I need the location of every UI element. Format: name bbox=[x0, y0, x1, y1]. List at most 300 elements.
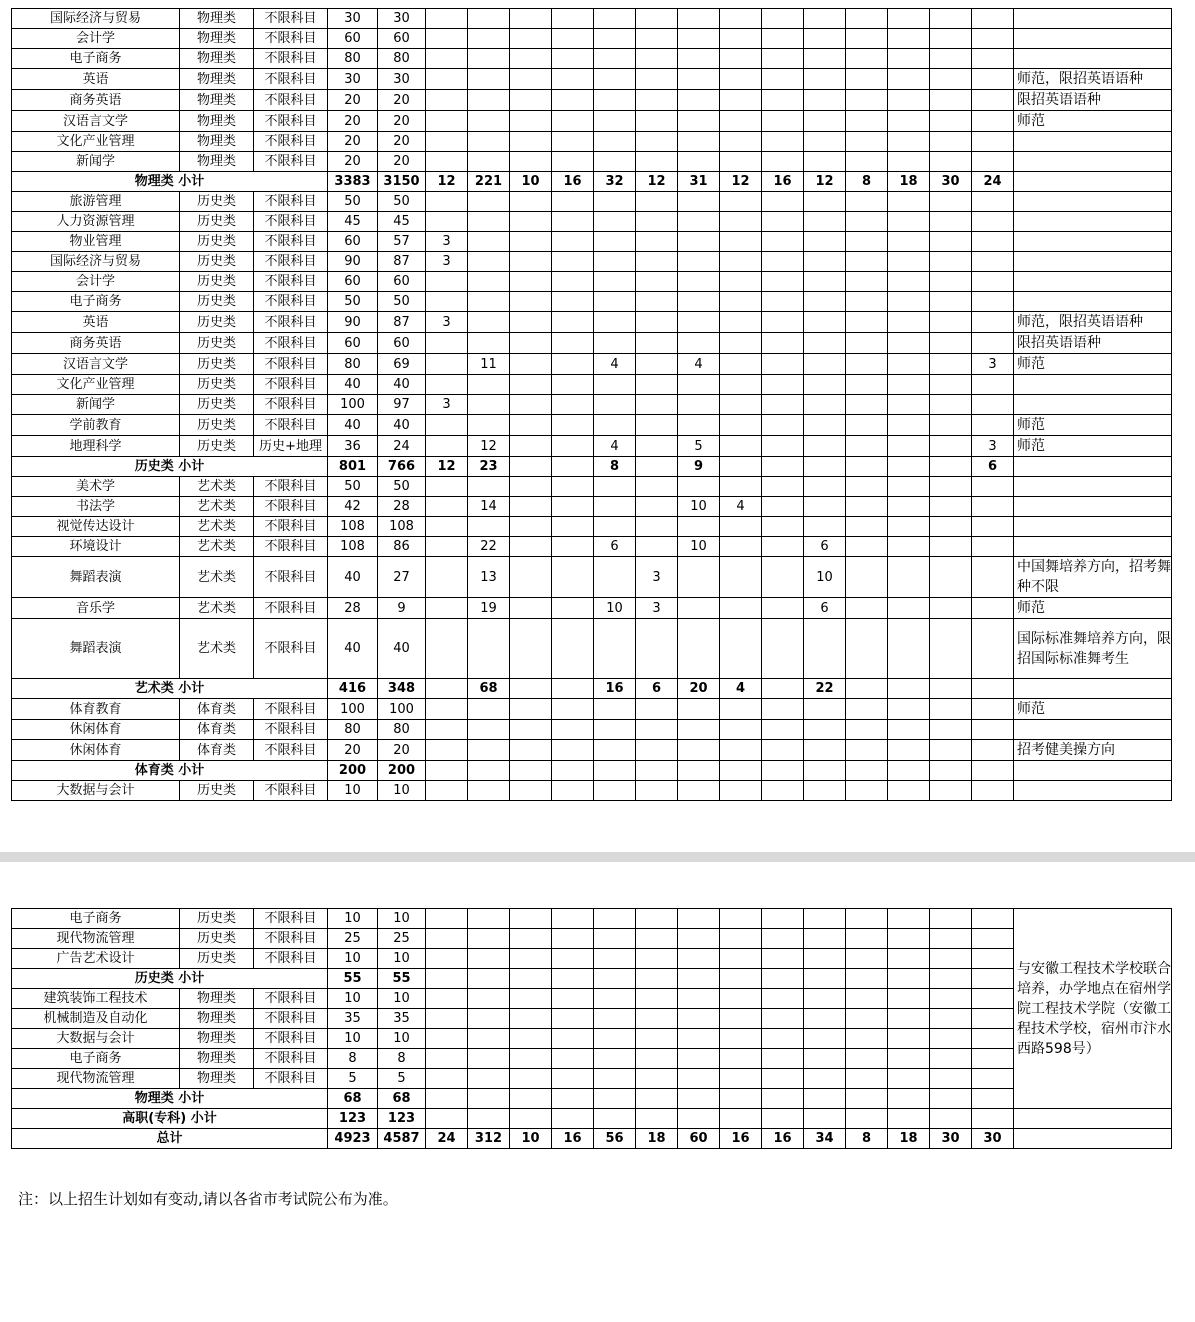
quota-cell bbox=[468, 720, 510, 740]
quota-cell: 10 bbox=[328, 949, 378, 969]
quota-cell: 16 bbox=[594, 679, 636, 699]
major-name: 现代物流管理 bbox=[12, 1069, 180, 1089]
quota-cell bbox=[594, 49, 636, 69]
quota-cell: 12 bbox=[720, 172, 762, 192]
quota-cell: 12 bbox=[636, 172, 678, 192]
subject-requirement: 不限科目 bbox=[254, 598, 328, 619]
quota-cell: 5 bbox=[378, 1069, 426, 1089]
quota-cell bbox=[720, 457, 762, 477]
quota-cell bbox=[972, 1029, 1014, 1049]
quota-cell bbox=[930, 1089, 972, 1109]
quota-cell bbox=[804, 517, 846, 537]
subject-requirement: 不限科目 bbox=[254, 354, 328, 375]
table-row bbox=[12, 272, 1172, 292]
quota-cell bbox=[552, 333, 594, 354]
quota-cell bbox=[468, 619, 510, 679]
quota-cell bbox=[636, 272, 678, 292]
quota-cell: 10 bbox=[678, 537, 720, 557]
subject-requirement: 不限科目 bbox=[254, 49, 328, 69]
major-name: 会计学 bbox=[12, 29, 180, 49]
subject-requirement: 不限科目 bbox=[254, 375, 328, 395]
table-row bbox=[12, 619, 1172, 679]
subject-category: 历史类 bbox=[180, 212, 254, 232]
quota-cell bbox=[804, 720, 846, 740]
quota-cell bbox=[972, 272, 1014, 292]
quota-cell: 3 bbox=[972, 354, 1014, 375]
quota-cell bbox=[888, 354, 930, 375]
quota-cell bbox=[552, 9, 594, 29]
quota-cell bbox=[846, 497, 888, 517]
quota-cell bbox=[762, 1049, 804, 1069]
quota-cell bbox=[720, 619, 762, 679]
remark-cell bbox=[1014, 172, 1172, 192]
quota-cell bbox=[510, 90, 552, 111]
quota-cell bbox=[426, 557, 468, 598]
quota-cell bbox=[930, 1009, 972, 1029]
quota-cell bbox=[804, 292, 846, 312]
quota-cell bbox=[804, 272, 846, 292]
quota-cell bbox=[636, 457, 678, 477]
quota-cell: 40 bbox=[328, 375, 378, 395]
quota-cell bbox=[804, 212, 846, 232]
quota-cell bbox=[762, 292, 804, 312]
quota-cell bbox=[930, 781, 972, 801]
table-row bbox=[12, 909, 1172, 929]
remark-cell bbox=[1014, 395, 1172, 415]
subject-category: 历史类 bbox=[180, 232, 254, 252]
quota-cell bbox=[552, 969, 594, 989]
quota-cell: 24 bbox=[378, 436, 426, 457]
quota-cell bbox=[720, 1109, 762, 1129]
quota-cell bbox=[678, 90, 720, 111]
quota-cell bbox=[636, 781, 678, 801]
quota-cell bbox=[552, 477, 594, 497]
remark-cell bbox=[1014, 232, 1172, 252]
quota-cell bbox=[636, 312, 678, 333]
quota-cell bbox=[468, 1009, 510, 1029]
quota-cell bbox=[552, 679, 594, 699]
quota-cell bbox=[426, 929, 468, 949]
quota-cell: 200 bbox=[378, 761, 426, 781]
quota-cell: 4 bbox=[720, 679, 762, 699]
subject-requirement: 不限科目 bbox=[254, 720, 328, 740]
subject-category: 艺术类 bbox=[180, 497, 254, 517]
remark-cell: 师范，限招英语语种 bbox=[1014, 312, 1172, 333]
quota-cell bbox=[720, 517, 762, 537]
quota-cell bbox=[720, 740, 762, 761]
subject-requirement: 不限科目 bbox=[254, 415, 328, 436]
quota-cell bbox=[888, 457, 930, 477]
quota-cell bbox=[636, 1109, 678, 1129]
quota-cell bbox=[510, 619, 552, 679]
quota-cell bbox=[930, 192, 972, 212]
quota-cell bbox=[552, 720, 594, 740]
quota-cell: 8 bbox=[378, 1049, 426, 1069]
quota-cell bbox=[846, 517, 888, 537]
quota-cell: 10 bbox=[328, 781, 378, 801]
quota-cell bbox=[468, 929, 510, 949]
quota-cell bbox=[510, 212, 552, 232]
remark-cell: 招考健美操方向 bbox=[1014, 740, 1172, 761]
quota-cell: 3 bbox=[426, 232, 468, 252]
major-name: 电子商务 bbox=[12, 909, 180, 929]
quota-cell bbox=[888, 720, 930, 740]
quota-cell bbox=[804, 929, 846, 949]
quota-cell bbox=[804, 1069, 846, 1089]
quota-cell bbox=[636, 1029, 678, 1049]
quota-cell bbox=[930, 415, 972, 436]
subject-requirement: 不限科目 bbox=[254, 740, 328, 761]
remark-cell: 师范 bbox=[1014, 111, 1172, 132]
quota-cell: 50 bbox=[328, 292, 378, 312]
subject-requirement: 不限科目 bbox=[254, 29, 328, 49]
quota-cell: 4 bbox=[594, 436, 636, 457]
quota-cell bbox=[930, 949, 972, 969]
quota-cell bbox=[930, 909, 972, 929]
quota-cell bbox=[888, 1089, 930, 1109]
quota-cell bbox=[972, 49, 1014, 69]
footnote: 注：以上招生计划如有变动,请以各省市考试院公布为准。 bbox=[18, 1190, 398, 1208]
subtotal-label: 体育类 小计 bbox=[12, 761, 328, 781]
quota-cell bbox=[594, 1009, 636, 1029]
quota-cell bbox=[720, 598, 762, 619]
quota-cell: 87 bbox=[378, 312, 426, 333]
quota-cell bbox=[510, 537, 552, 557]
quota-cell bbox=[426, 49, 468, 69]
quota-cell bbox=[426, 761, 468, 781]
table-row bbox=[12, 375, 1172, 395]
quota-cell bbox=[594, 619, 636, 679]
quota-cell: 8 bbox=[846, 1129, 888, 1149]
quota-cell bbox=[678, 598, 720, 619]
quota-cell bbox=[888, 909, 930, 929]
quota-cell: 22 bbox=[468, 537, 510, 557]
quota-cell: 20 bbox=[328, 90, 378, 111]
quota-cell bbox=[888, 949, 930, 969]
quota-cell: 16 bbox=[762, 172, 804, 192]
quota-cell bbox=[972, 252, 1014, 272]
quota-cell bbox=[636, 969, 678, 989]
quota-cell: 50 bbox=[328, 477, 378, 497]
subject-category: 物理类 bbox=[180, 49, 254, 69]
subject-category: 物理类 bbox=[180, 1069, 254, 1089]
quota-cell bbox=[468, 49, 510, 69]
quota-cell bbox=[594, 969, 636, 989]
quota-cell: 10 bbox=[510, 172, 552, 192]
quota-cell: 50 bbox=[378, 292, 426, 312]
quota-cell bbox=[846, 395, 888, 415]
quota-cell bbox=[972, 1069, 1014, 1089]
quota-cell bbox=[762, 557, 804, 598]
quota-cell bbox=[594, 1069, 636, 1089]
quota-cell bbox=[594, 375, 636, 395]
quota-cell bbox=[552, 69, 594, 90]
quota-cell: 416 bbox=[328, 679, 378, 699]
quota-cell bbox=[762, 415, 804, 436]
remark-cell bbox=[1014, 152, 1172, 172]
remark-cell bbox=[1014, 720, 1172, 740]
quota-cell bbox=[510, 969, 552, 989]
quota-cell bbox=[552, 152, 594, 172]
quota-cell: 57 bbox=[378, 232, 426, 252]
subject-category: 历史类 bbox=[180, 375, 254, 395]
remark-cell bbox=[1014, 9, 1172, 29]
quota-cell bbox=[888, 292, 930, 312]
quota-cell: 50 bbox=[378, 192, 426, 212]
quota-cell bbox=[594, 497, 636, 517]
quota-cell bbox=[594, 929, 636, 949]
quota-cell: 100 bbox=[328, 395, 378, 415]
quota-cell: 3383 bbox=[328, 172, 378, 192]
subject-category: 历史类 bbox=[180, 415, 254, 436]
quota-cell bbox=[930, 537, 972, 557]
quota-cell bbox=[426, 1109, 468, 1129]
major-name: 电子商务 bbox=[12, 292, 180, 312]
quota-cell bbox=[720, 333, 762, 354]
quota-cell bbox=[426, 272, 468, 292]
quota-cell: 90 bbox=[328, 252, 378, 272]
quota-cell bbox=[888, 929, 930, 949]
quota-cell bbox=[846, 1089, 888, 1109]
quota-cell bbox=[510, 457, 552, 477]
quota-cell bbox=[552, 1009, 594, 1029]
quota-cell bbox=[594, 333, 636, 354]
quota-cell: 20 bbox=[378, 90, 426, 111]
quota-cell bbox=[720, 152, 762, 172]
subject-category: 历史类 bbox=[180, 333, 254, 354]
quota-cell bbox=[846, 152, 888, 172]
quota-cell bbox=[636, 375, 678, 395]
major-name: 会计学 bbox=[12, 272, 180, 292]
quota-cell: 221 bbox=[468, 172, 510, 192]
subject-requirement: 不限科目 bbox=[254, 272, 328, 292]
quota-cell bbox=[762, 781, 804, 801]
quota-cell bbox=[762, 272, 804, 292]
quota-cell bbox=[720, 252, 762, 272]
quota-cell: 10 bbox=[378, 949, 426, 969]
subtotal-label: 物理类 小计 bbox=[12, 172, 328, 192]
quota-cell bbox=[510, 989, 552, 1009]
quota-cell bbox=[426, 969, 468, 989]
quota-cell bbox=[972, 909, 1014, 929]
quota-cell bbox=[930, 679, 972, 699]
quota-cell bbox=[468, 232, 510, 252]
remark-cell bbox=[1014, 29, 1172, 49]
major-name: 学前教育 bbox=[12, 415, 180, 436]
subject-category: 艺术类 bbox=[180, 598, 254, 619]
quota-cell: 13 bbox=[468, 557, 510, 598]
table-row bbox=[12, 1009, 1172, 1029]
quota-cell bbox=[804, 354, 846, 375]
subject-category: 艺术类 bbox=[180, 517, 254, 537]
quota-cell bbox=[594, 9, 636, 29]
page-separator bbox=[0, 852, 1195, 862]
quota-cell bbox=[552, 949, 594, 969]
table-row bbox=[12, 557, 1172, 598]
quota-cell bbox=[426, 1009, 468, 1029]
quota-cell bbox=[594, 252, 636, 272]
quota-cell bbox=[594, 111, 636, 132]
quota-cell bbox=[426, 9, 468, 29]
quota-cell: 30 bbox=[328, 69, 378, 90]
quota-cell bbox=[678, 929, 720, 949]
quota-cell bbox=[930, 333, 972, 354]
quota-cell bbox=[972, 152, 1014, 172]
quota-cell bbox=[804, 232, 846, 252]
table-row bbox=[12, 929, 1172, 949]
quota-cell bbox=[846, 720, 888, 740]
quota-cell bbox=[426, 69, 468, 90]
quota-cell bbox=[762, 232, 804, 252]
quota-cell: 30 bbox=[930, 172, 972, 192]
quota-cell bbox=[804, 1049, 846, 1069]
quota-cell bbox=[636, 1009, 678, 1029]
major-name: 文化产业管理 bbox=[12, 375, 180, 395]
quota-cell bbox=[762, 989, 804, 1009]
quota-cell bbox=[468, 292, 510, 312]
quota-cell bbox=[720, 192, 762, 212]
quota-cell bbox=[762, 354, 804, 375]
quota-cell bbox=[972, 761, 1014, 781]
quota-cell bbox=[510, 152, 552, 172]
quota-cell bbox=[888, 557, 930, 598]
quota-cell: 40 bbox=[328, 619, 378, 679]
major-name: 美术学 bbox=[12, 477, 180, 497]
quota-cell bbox=[720, 111, 762, 132]
quota-cell bbox=[762, 949, 804, 969]
quota-cell bbox=[552, 252, 594, 272]
quota-cell: 35 bbox=[328, 1009, 378, 1029]
quota-cell bbox=[594, 192, 636, 212]
quota-cell: 8 bbox=[846, 172, 888, 192]
quota-cell bbox=[888, 436, 930, 457]
major-name: 国际经济与贸易 bbox=[12, 9, 180, 29]
quota-cell bbox=[720, 436, 762, 457]
subject-category: 物理类 bbox=[180, 90, 254, 111]
quota-cell: 108 bbox=[378, 517, 426, 537]
quota-cell bbox=[888, 761, 930, 781]
remark-cell: 师范 bbox=[1014, 598, 1172, 619]
quota-cell bbox=[636, 740, 678, 761]
major-name: 人力资源管理 bbox=[12, 212, 180, 232]
quota-cell bbox=[930, 761, 972, 781]
major-name: 旅游管理 bbox=[12, 192, 180, 212]
quota-cell bbox=[468, 1029, 510, 1049]
quota-cell bbox=[426, 598, 468, 619]
quota-cell bbox=[468, 949, 510, 969]
quota-cell bbox=[594, 720, 636, 740]
quota-cell bbox=[720, 699, 762, 720]
major-name: 书法学 bbox=[12, 497, 180, 517]
quota-cell bbox=[636, 909, 678, 929]
quota-cell: 18 bbox=[888, 1129, 930, 1149]
quota-cell bbox=[426, 537, 468, 557]
table-row bbox=[12, 989, 1172, 1009]
quota-cell bbox=[930, 1049, 972, 1069]
quota-cell: 97 bbox=[378, 395, 426, 415]
quota-cell bbox=[762, 90, 804, 111]
quota-cell bbox=[552, 781, 594, 801]
quota-cell bbox=[510, 1049, 552, 1069]
quota-cell: 123 bbox=[378, 1109, 426, 1129]
quota-cell bbox=[930, 598, 972, 619]
quota-cell bbox=[804, 1029, 846, 1049]
quota-cell bbox=[594, 312, 636, 333]
quota-cell bbox=[930, 619, 972, 679]
quota-cell: 80 bbox=[378, 720, 426, 740]
quota-cell bbox=[510, 517, 552, 537]
quota-cell bbox=[636, 192, 678, 212]
subject-category: 物理类 bbox=[180, 29, 254, 49]
subject-requirement: 不限科目 bbox=[254, 909, 328, 929]
quota-cell: 10 bbox=[328, 909, 378, 929]
subject-requirement: 不限科目 bbox=[254, 1069, 328, 1089]
quota-cell: 10 bbox=[328, 989, 378, 1009]
subtotal-label: 历史类 小计 bbox=[12, 969, 328, 989]
quota-cell bbox=[426, 132, 468, 152]
subject-category: 历史类 bbox=[180, 354, 254, 375]
quota-cell bbox=[846, 49, 888, 69]
quota-cell bbox=[510, 9, 552, 29]
quota-cell bbox=[804, 9, 846, 29]
quota-cell bbox=[762, 1109, 804, 1129]
quota-cell bbox=[594, 232, 636, 252]
table-row bbox=[12, 232, 1172, 252]
quota-cell: 8 bbox=[328, 1049, 378, 1069]
quota-cell bbox=[804, 252, 846, 272]
quota-cell bbox=[720, 477, 762, 497]
table-row bbox=[12, 29, 1172, 49]
quota-cell bbox=[888, 781, 930, 801]
subject-requirement: 不限科目 bbox=[254, 252, 328, 272]
quota-cell bbox=[972, 1009, 1014, 1029]
quota-cell: 3 bbox=[972, 436, 1014, 457]
table-row bbox=[12, 598, 1172, 619]
quota-cell: 10 bbox=[594, 598, 636, 619]
quota-cell bbox=[846, 333, 888, 354]
quota-cell bbox=[846, 192, 888, 212]
quota-cell bbox=[678, 477, 720, 497]
quota-cell bbox=[510, 375, 552, 395]
subtotal-row bbox=[12, 679, 1172, 699]
remark-cell bbox=[1014, 1109, 1172, 1129]
quota-cell bbox=[972, 69, 1014, 90]
quota-cell bbox=[552, 436, 594, 457]
quota-cell bbox=[426, 152, 468, 172]
quota-cell: 60 bbox=[378, 29, 426, 49]
quota-cell bbox=[720, 312, 762, 333]
quota-cell bbox=[552, 1049, 594, 1069]
quota-cell bbox=[846, 619, 888, 679]
quota-cell bbox=[678, 781, 720, 801]
table-row bbox=[12, 152, 1172, 172]
quota-cell bbox=[888, 989, 930, 1009]
quota-cell bbox=[468, 699, 510, 720]
remark-cell bbox=[1014, 192, 1172, 212]
quota-cell bbox=[972, 192, 1014, 212]
quota-cell bbox=[426, 29, 468, 49]
quota-cell bbox=[762, 598, 804, 619]
subject-requirement: 不限科目 bbox=[254, 333, 328, 354]
major-name: 大数据与会计 bbox=[12, 1029, 180, 1049]
table-row bbox=[12, 49, 1172, 69]
quota-cell bbox=[846, 699, 888, 720]
quota-cell bbox=[636, 29, 678, 49]
quota-cell: 80 bbox=[328, 354, 378, 375]
quota-cell bbox=[804, 989, 846, 1009]
quota-cell bbox=[762, 740, 804, 761]
quota-cell bbox=[762, 761, 804, 781]
